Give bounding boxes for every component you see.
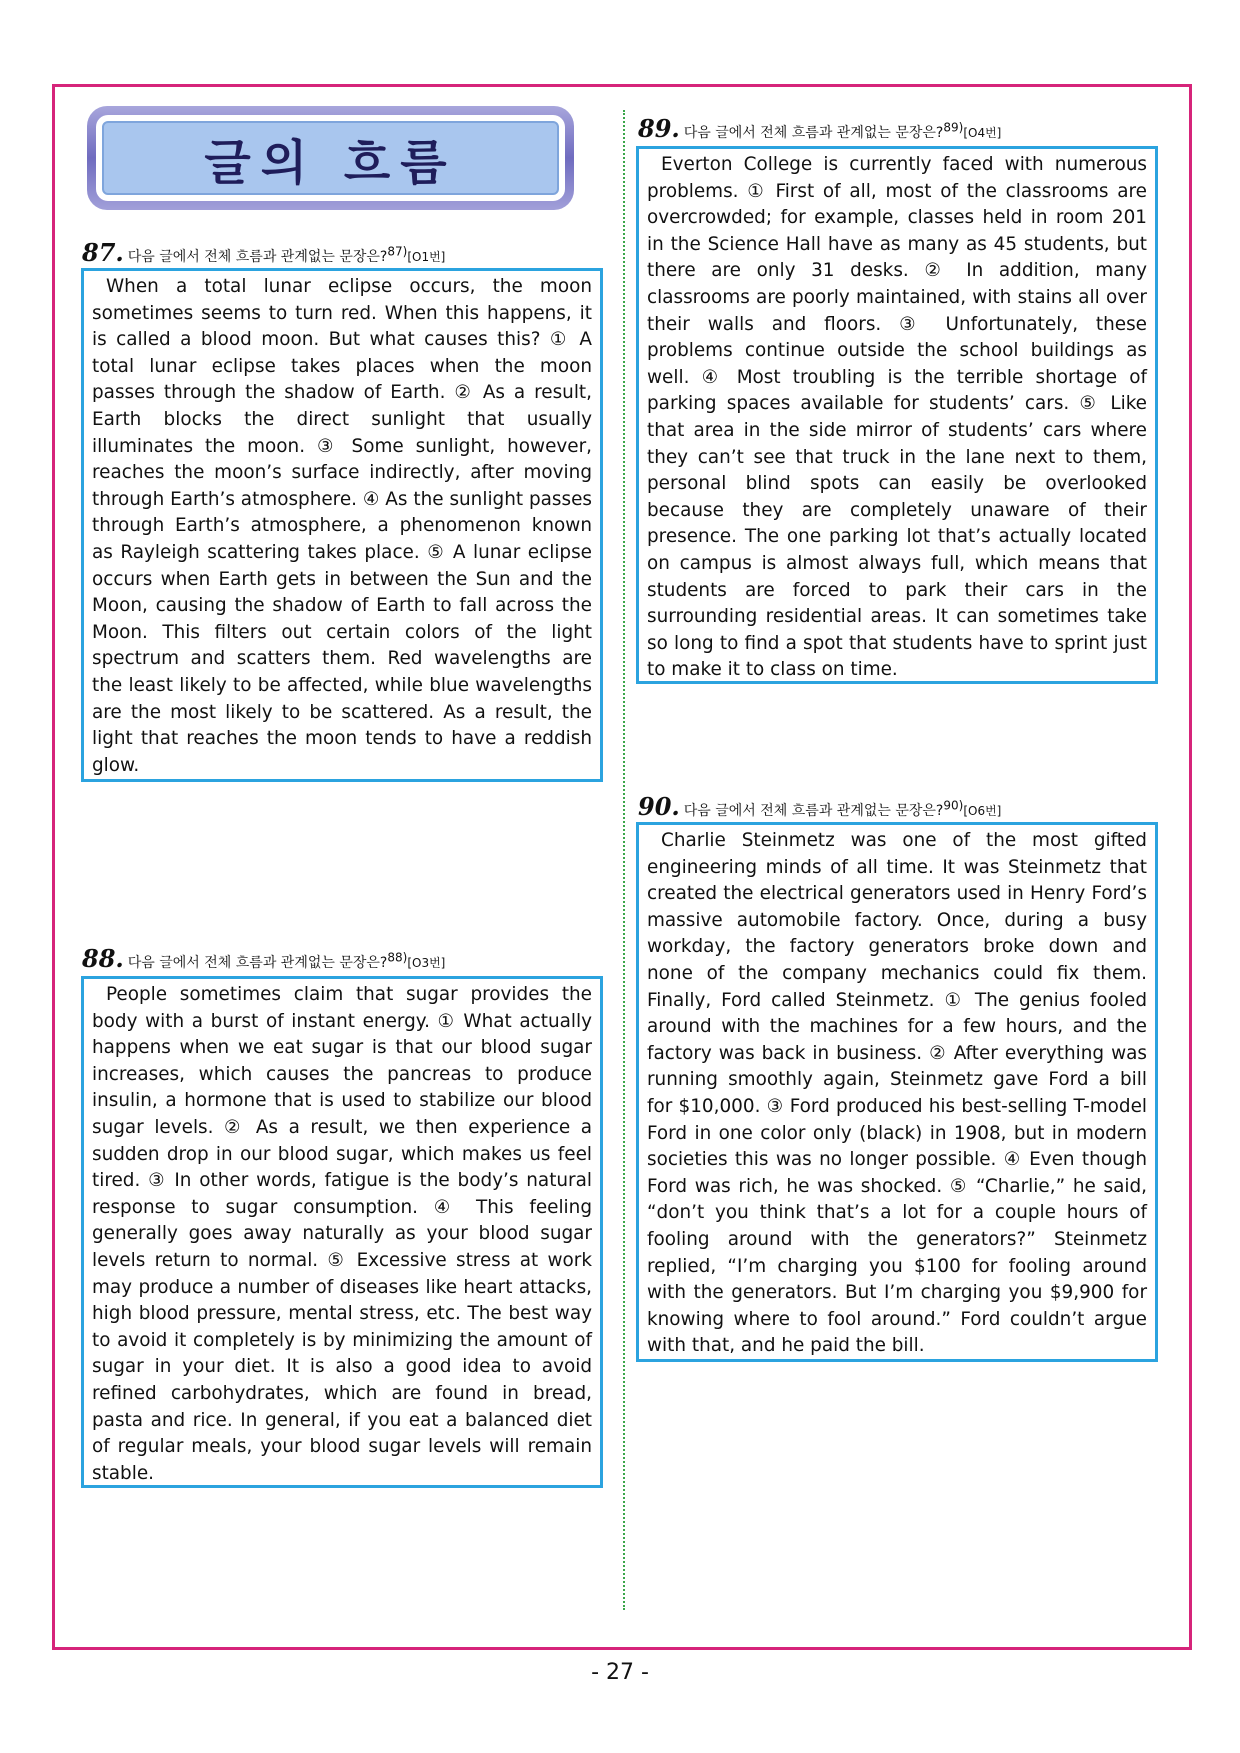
question-number: 87. [82, 238, 124, 267]
question-code: [O4번] [963, 126, 1002, 140]
question-90-passage: Charlie Steinmetz was one of the most gifted engineering minds of all time. It was Steinmetz that created the electrical generators used in Henry Ford’s massive automobile factory. Once, during a busy workday, the factory generators broke down and none of the company mechanics could fix them. Finally, Ford called Steinmetz. ① The genius fooled around with the machines for a few hours, and the factory was back in business. ② After everything was running smoothly again, Steinmetz gave Ford a bill for $10,000. ③ Ford produced his best-selling T-model Ford in one color only (black) in 1908, but in modern societies this was no longer possible. ④ Even though Ford was rich, he was shocked. ⑤ “Charlie,” he said, “don’t you think that’s a lot for a couple hours of fooling around with the generators?” Steinmetz replied, “I’m charging you $100 for fooling around with the generators. But I’m charging you $9,900 for knowing where to fool around.” Ford couldn’t argue with that, and he paid the bill. [647, 830, 1147, 1357]
column-divider [623, 110, 625, 1610]
question-prompt: 다음 글에서 전체 흐름과 관계없는 문장은? [683, 803, 944, 819]
question-88-passage: People sometimes claim that sugar provides the body with a burst of instant energy. ① What actually happens when we eat sugar is that our blood sugar increases, which causes the pancreas to produce insulin, a hormone that is used to stabilize our blood sugar levels. ② As a result, we then experience a sudden drop in our blood sugar, which makes us feel tired. ③ In other words, fatigue is the body’s natural response to sugar consumption. ④ This feeling generally goes away naturally as your blood sugar levels return to normal. ⑤ Excessive stress at work may produce a number of diseases like heart attacks, high blood pressure, mental stress, etc. The best way to avoid it completely is by minimizing the amount of sugar in your diet. It is also a good idea to avoid refined carbohydrates, which are found in bread, pasta and rice. In general, if you eat a balanced diet of regular meals, your blood sugar levels will remain stable. [92, 984, 592, 1484]
title-banner-inner [96, 115, 565, 201]
question-number: 89. [638, 114, 680, 143]
question-code: [O6번] [963, 804, 1002, 818]
question-code-sup: 89) [943, 120, 964, 135]
title-banner-core [102, 121, 559, 195]
question-number: 90. [638, 792, 680, 821]
question-89-passage-box [636, 146, 1158, 684]
question-89-header [638, 114, 1001, 143]
question-88-passage-box [81, 976, 603, 1488]
page-number: - 27 - [591, 1660, 649, 1685]
question-code: [O3번] [407, 956, 446, 970]
question-prompt: 다음 글에서 전체 흐름과 관계없는 문장은? [683, 125, 944, 141]
section-title-banner [87, 106, 574, 210]
question-code: [O1번] [407, 250, 446, 264]
question-code-sup: 90) [943, 798, 964, 813]
question-90-header [638, 792, 1001, 821]
question-87-header [82, 238, 445, 267]
question-87-passage-box [81, 268, 603, 782]
question-88-header [82, 944, 445, 973]
question-code-sup: 88) [387, 950, 408, 965]
question-89-passage: Everton College is currently faced with numerous problems. ① First of all, most of the classrooms are overcrowded; for example, classes held in room 201 in the Science Hall have as many as 45 students, but there are only 31 desks. ② In addition, many classrooms are poorly maintained, with stains all over their walls and floors. ③ Unfortunately, these problems continue outside the school buildings as well. ④ Most troubling is the terrible shortage of parking spaces available for students’ cars. ⑤ Like that area in the side mirror of students’ cars where they can’t see that truck in the lane next to them, personal blind spots can easily be overlooked because they are completely unaware of their presence. The one parking lot that’s actually located on campus is almost always full, which means that students are forced to park their cars in the surrounding residential areas. It can sometimes take so long to find a spot that students have to sprint just to make it to class on time. [647, 154, 1147, 681]
section-title: 글의 흐름 [204, 134, 457, 191]
question-90-passage-box [636, 822, 1158, 1362]
question-number: 88. [82, 944, 124, 973]
question-code-sup: 87) [387, 244, 408, 259]
question-87-passage: When a total lunar eclipse occurs, the moon sometimes seems to turn red. When this happens, it is called a blood moon. But what causes this? ① A total lunar eclipse takes places when the moon passes through the shadow of Earth. ② As a result, Earth blocks the direct sunlight that usually illuminates the moon. ③ Some sunlight, however, reaches the moon’s surface indirectly, after moving through Earth’s atmosphere. ④ As the sunlight passes through Earth’s atmosphere, a phenomenon known as Rayleigh scattering takes place. ⑤ A lunar eclipse occurs when Earth gets in between the Sun and the Moon, causing the shadow of Earth to fall across the Moon. This filters out certain colors of the light spectrum and scatters them. Red wavelengths are the least likely to be affected, while blue wavelengths are the most likely to be scattered. As a result, the light that reaches the moon tends to have a reddish glow. [92, 276, 592, 776]
question-prompt: 다음 글에서 전체 흐름과 관계없는 문장은? [127, 249, 388, 265]
question-prompt: 다음 글에서 전체 흐름과 관계없는 문장은? [127, 955, 388, 971]
